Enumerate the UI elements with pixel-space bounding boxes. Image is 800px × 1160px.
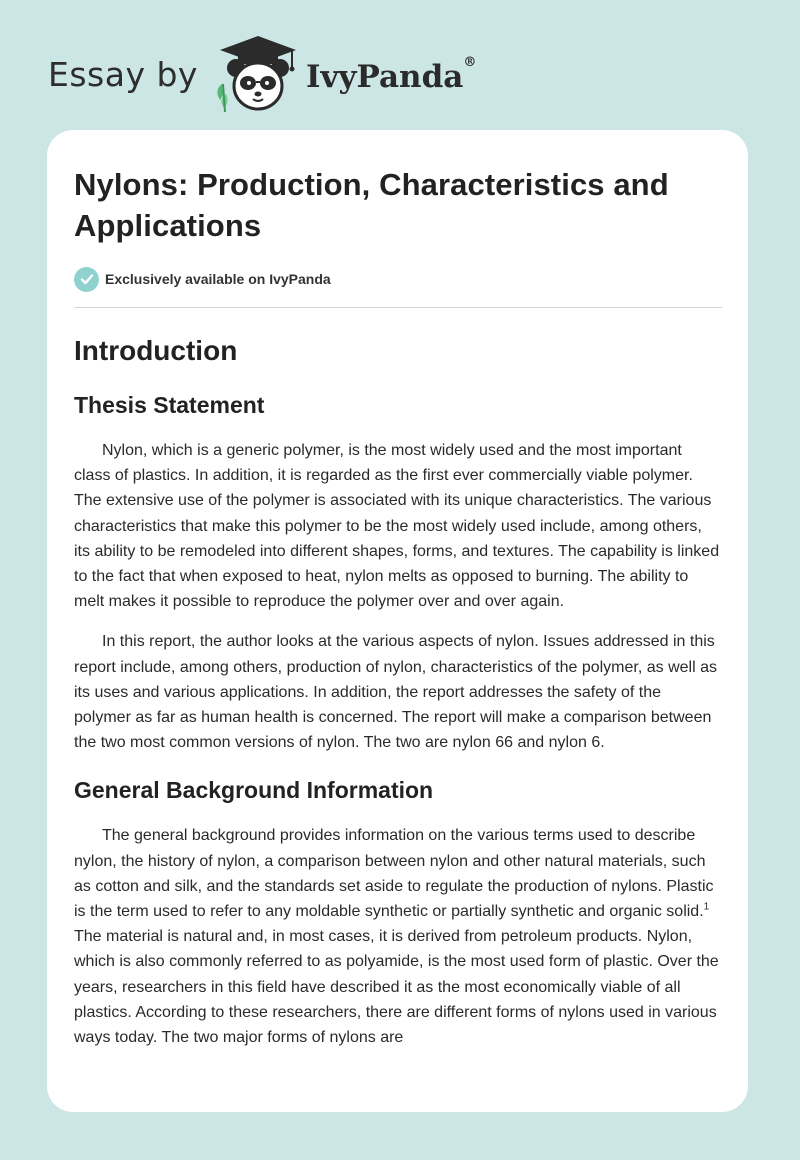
essay-card: [47, 130, 748, 1112]
paragraph-background: The general background provides information on the various terms used to describe nylon, the history of nylon, a comparison between nylon and other natural materials, such as cotton and silk, and the standards set aside to regulate the production of nylons. Plastic is the term used to refer to any moldable synthetic or partially synthetic and organic solid.$^1$ The material is natural and, in most cases, it is derived from petroleum products. Nylon, which is also commonly referred to as polyamide, is the most used form of plastic. Over the years, researchers in this field have described it as the most economically viable of all plastics. According to these researchers, there are different forms of nylons used in various ways today. The two major forms of nylons are: [74, 827, 719, 1047]
subsection-heading-background: General Background Information: [74, 777, 434, 804]
brand-name[interactable]: IvyPanda®: [305, 55, 477, 95]
paragraph-thesis-1: Nylon, which is a generic polymer, is the most widely used and the most important class of plastics. In addition, it is regarded as the first ever commercially viable polymer. The extensive use of the polymer is associated with its unique characteristics. The various characteristics that make this polymer to be the most widely used include, among others, its ability to be remodeled into different shapes, forms, and textures. The capability is linked to the fact that when exposed to heat, nylon melts as opposed to burning. The ability to melt makes it possible to reproduce the polymer over and over again.: [74, 442, 720, 611]
title-divider: [74, 307, 722, 308]
footnote-ref[interactable]: 1: [703, 901, 710, 913]
exclusive-badge: [74, 266, 722, 292]
essay-title: Nylons: Production, Characteristics and Applications: [74, 167, 669, 243]
paragraph-thesis-2: In this report, the author looks at the various aspects of nylon. Issues addressed in this report include, among others, production of nylon, characteristics of the polymer, as well as its uses and various applications. In addition, the report addresses the safety of the polymer as far as human health is concerned. The report will make a comparison between the two most common versions of nylon. The two are nylon 66 and nylon 6.: [74, 633, 717, 752]
subsection-heading-thesis: Thesis Statement: [74, 392, 265, 418]
checkmark-icon: [74, 267, 99, 292]
essay-by-label: Essay by: [48, 54, 198, 94]
exclusive-badge-label: Exclusively available on IvyPanda: [105, 271, 331, 287]
section-heading-introduction: Introduction: [74, 335, 238, 366]
panda-logo-icon[interactable]: [212, 34, 304, 114]
site-header: [48, 34, 476, 114]
